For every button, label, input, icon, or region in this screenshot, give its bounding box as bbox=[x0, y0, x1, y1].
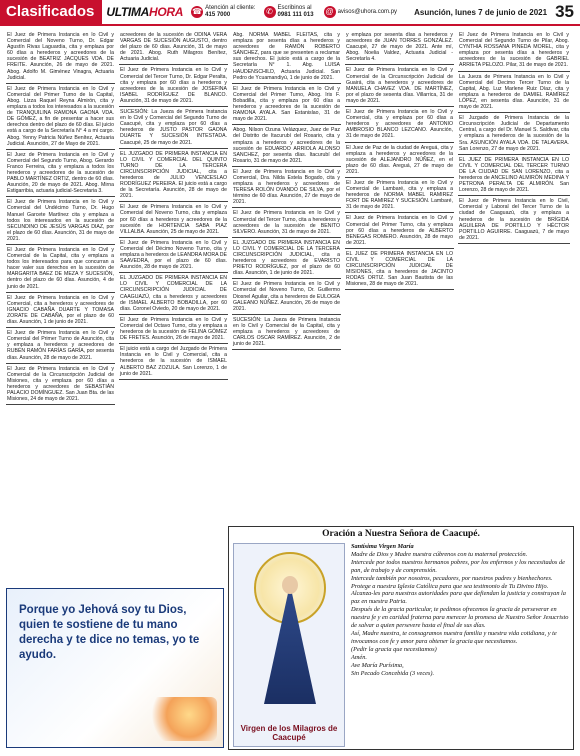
legal-notice: El juicio está a cargo del Juzgado de Primera Instancia en lo Civil y Comercial, cita a herederos de la sucesión de ISMAEL ALBERTO BAZ ZOZULA. San Lorenzo, 1 de junio de 2021. bbox=[119, 344, 228, 379]
legal-notice: El Juez de Primera Instancia en lo Civil y Comercial del Primer Turno de Asunción, cita y emplaza a herederos y acreedores de RUBÉN RAMÓN FARÍAS GARÍA, por sesenta días. Asunción, 28 de mayo de 2021. bbox=[6, 328, 115, 363]
legal-notice: El Juez de Primera Instancia en lo Civil y Comercial, cita y emplaza por 60 días a herederos y acreedores de ANTONIO AMBROSIO BLANCO LEZCANO. Asunción, 31 de mayo de 2021. bbox=[345, 107, 454, 142]
whatsapp-contact: ✆ Escribinos al 0981 111 013 bbox=[264, 5, 314, 19]
prayer-line: Intercede también por nosotros, pecadores, por nuestros padres y bienhechores. bbox=[351, 574, 553, 582]
prayer-line: (Pedir la gracia que necesitamos) bbox=[351, 645, 437, 653]
bible-verse-ad bbox=[6, 588, 224, 748]
legal-notice: El Juez de Primera Instancia en lo Civil y Comercial del Noveno Turno, cita y emplaza por 60 días a herederos y acreedores de la sucesión de HORTENCIA SABA PIAZ VILLALBA. Asunción, 25 de mayo de 2021. bbox=[119, 202, 228, 237]
legal-notice: SUCESIÓN: La Jueza de Primera Instancia en lo Civil y Comercial del Segundo Turno de Caacupé, cita y emplaza por 60 días a herederos de JUSTO PASTOR GAONA DUARTE Y SUCESIÓN INTESTADA. Caacupé, 25 de mayo de 2021. bbox=[119, 107, 228, 149]
legal-notice: El Juez de Primera Instancia en lo Civil y Comercial, Dra. Nilda Estela Bogado, cita y emplaza a herederos y acreedores de TERESA ROLÓN OVANDO DE SILVA, por el término de 60 días. Asunción, 27 de mayo de 2021. bbox=[232, 167, 341, 209]
whatsapp-icon: ✆ bbox=[264, 6, 276, 18]
legal-notice: El Juez de Primera Instancia en lo Civil, Comercial y Laboral del Tercer Turno de la ciudad de Caaguazú, cita y emplaza a herederos de la sucesión de BRÍGIDA AGUILERA DE PORTILLO Y HÉCTOR PORTILLO AGUIRRE. Caaguazú, 7 de mayo de 2021. bbox=[458, 196, 570, 244]
legal-notice: El Juez de Paz de la ciudad de Areguá, cita y emplaza a herederos y acreedores de la sucesión de ALEJANDRO NÚÑEZ, en el plazo de 60 días. Areguá, 27 de mayo de 2021. bbox=[345, 143, 454, 178]
legal-notice: El Juez de Primera Instancia en lo Civil y Comercial del Noveno Turno, Dr. Guillermo Diosnel Aguilar, cita a herederos de EULOGIA GALEANO NÚÑEZ. Asunción, 26 de mayo de 2021. bbox=[232, 279, 341, 314]
section-title: Clasificados bbox=[0, 0, 102, 24]
legal-notice: EL JUEZ DE PRIMERA INSTANCIA EN LO CIVIL Y COMERCIAL DE LA CIRCUNSCRIPCIÓN JUDICIAL DE MISIONES, cita a herederos de JACINTO RODAS ORTIZ. San Juan Bautista de las Misiones, 28 de mayo de 2021. bbox=[345, 249, 454, 291]
page-header bbox=[0, 0, 580, 26]
face-shape bbox=[282, 576, 298, 594]
legal-notice: Abg. NORMA MABEL FLEITAS, cita y emplaza por sesenta días a herederos y acreedores de RAMÓN ROBERTO SÁNCHEZ, para que se presenten a reclamar sus derechos. El juicio está a cargo de la Secretaría N° 1. Abg. LUISA HAUDENSCHILD, Actuaria Judicial. San Pedro de Ycuamandiyú, 1 de junio de 2021. bbox=[232, 30, 341, 84]
prayer-line: Santísima Virgen María bbox=[351, 543, 414, 550]
notices-column-4 bbox=[345, 30, 454, 524]
prayer-line: Amén. bbox=[351, 653, 367, 661]
legal-notice: El Juez de Primera Instancia en lo Civil y Comercial del Noveno Turno, Dr. Edgar Agustín Rivas Laguardia, cita y emplaza por 60 días a herederos y acreedores de la sucesión de BEATRIZ JACQUES VDA. DE FREITE. Asunción, 26 de mayo de 2021. Abog. Adolfo M. Giménez Vinagra, Actuaria Judicial. bbox=[6, 30, 115, 84]
legal-notice: El Juez de Primera Instancia en lo Civil y Comercial del Primer Turno de la Capital, Abog. Lizza Raquel Reyna Almirón, cita y emplaza a todos los interesados a la sucesión de TRANQUILINA RAMONA GAONA VDA. DE GÓMEZ, a fin de presentar a hacer sus derechos dentro del plazo de 60 días. El juicio está a cargo de la Secretaría N° 4 a mi cargo. Abog. Yenny Patricia Núñez Benítez, Actuaria Judicial. Asunción, 27 de Mayo de 2021. bbox=[6, 84, 115, 150]
legal-notice: SUCESIÓN: La Jueza de Primera Instancia en lo Civil y Comercial de la Capital, cita y emplaza a herederos y acreedores de CARLOS OSCAR RAMÍREZ. Asunción, 2 de junio de 2021. bbox=[232, 315, 341, 350]
legal-notice: El Juez de Primera Instancia en lo Civil y Comercial del Décimo Noveno Turno, cita y emplaza a herederos de LEANDRA MORA DE SAAVEDRA, por el plazo de 60 días. Asunción, 28 de mayo de 2021. bbox=[119, 238, 228, 273]
page-number: 35 bbox=[555, 2, 574, 21]
legal-notice: El Juez de Primera Instancia en lo Civil y Comercial del Segundo Turno, Abog. Gerardo Franco Ferreira, cita y emplaza a todos los herederos y acreedores de la sucesión de PABLO MARTÍNEZ ORTIZ, dentro de 60 días. Asunción, 20 de mayo de 2021. Abog. Mirna Estigarribia, actuaria judicial-Secretaria 3. bbox=[6, 150, 115, 198]
notices-column-2 bbox=[119, 30, 228, 524]
prayer-line: Madre de Dios y Madre nuestra cúbrenos con tu maternal protección. bbox=[351, 550, 528, 558]
prayer-line: Ave María Purísima, bbox=[351, 661, 404, 669]
legal-notice: El Juez de Primera Instancia en lo Civil y Comercial de la Circunscripción Judicial de Guairá, cita a herederos y acreedores de MANUELA CHAVEZ VDA. DE MARTÍNEZ, por el plazo de sesenta días. Villarrica, 31 de mayo de 2021. bbox=[345, 65, 454, 107]
prayer-text bbox=[351, 543, 569, 677]
legal-notice: El Juez de Primera Instancia en lo Civil y Comercial del Octavo Turno, cita y emplaza a herederos de la sucesión de FELINA GÓMEZ DE FRETES. Asunción, 26 de mayo de 2021. bbox=[119, 315, 228, 344]
notices-column-1 bbox=[6, 30, 115, 586]
prayer-line: Después de la gracia particular, te pedimos ofrecemos la gracia de perseverar en nuestra fe y en caridad fraterna para merecer la promesa de Nuestro Señor Jesucristo de salvar a quien persevere hasta el final de sus días. bbox=[351, 606, 569, 630]
prayer-line: Intercede por todos nuestros hermanos pobres, por los enfermos y los necesitados de pan, de trabajo y de comprensión. bbox=[351, 558, 565, 574]
email-icon: @ bbox=[325, 7, 334, 16]
virgin-image bbox=[233, 543, 345, 747]
sunset-image bbox=[147, 697, 217, 741]
prayer-line: Alcanza-les para nuestras autoridades para que defiendan la justicia y construyan la paz en nuestra Patria. bbox=[351, 590, 566, 606]
customer-service: ☎ Atención al cliente: 415 7000 bbox=[192, 5, 256, 18]
legal-notice: Abog. Nilson Ozuna Velázquez, Juez de Paz del Distrito de Itacurubí del Rosario, cita y emplaza a herederos y acreedores de la sucesión de EDUARDO ARRIOLA ALONSO SANCHEZ, por sesenta días. Itacurubí del Rosario, 31 de mayo de 2021. bbox=[232, 125, 341, 167]
legal-notice: El Juzgado de Primera Instancia de la Circunscripción Judicial de Departamento Central, a cargo del Dr. Manuel S. Saldivar, cita y emplaza a herederos de la sucesión de la Sra. ASUNCIÓN AYALA VDA. DE TALAVERA. San Lorenzo, 27 de mayo de 2021. bbox=[458, 113, 570, 155]
legal-notice: El Juez de Primera Instancia en lo Civil y Comercial de la Capital, cita y emplaza a todos los interesados para que concurran a hacer valer sus derechos en la sucesión de MARGARITA BAEZ DE MEZA Y SUCESIÓN, dentro del plazo de 60 días. Asunción, 4 de junio de 2021. bbox=[6, 245, 115, 293]
legal-notice: EL JUZGADO DE PRIMERA INSTANCIA EN LO CIVIL Y COMERCIAL DEL QUINTO TURNO DE LA TERCERA CIRCUNSCRIPCIÓN JUDICIAL, cita a herederos de JULIO VENCESLAO RODRÍGUEZ PEREIRA. El juicio está a cargo de la Secretaría. Asunción, 28 de mayo de 2021. bbox=[119, 149, 228, 203]
newspaper-logo: ULTIMAHORA bbox=[106, 5, 184, 19]
legal-notice: El Juez de Primera Instancia en lo Civil y Comercial del Segundo Turno de Pilar, Abog. CYNTHIA ROSSANA PINEDA MOREL, cita y emplaza por sesenta días a herederos y acreedores de la sucesión de GABRIEL ARRIETA PELOZO. Pilar, 31 de mayo de 2021. bbox=[458, 30, 570, 72]
legal-notice: EL JUZGADO DE PRIMERA INSTANCIA EN LO CIVIL Y COMERCIAL DE LA TERCERA CIRCUNSCRIPCIÓN JUDICIAL, cita a herederos y acreedores de EVARISTO PRIETO RODRÍGUEZ, por el plazo de 60 días. Asunción, 1 de junio de 2021. bbox=[232, 238, 341, 280]
legal-notice: El Juez de Primera Instancia en lo Civil y Comercial, cita a herederos y acreedores de IGNACIO CABAÑA DUARTE Y TOMASA ZORATE DE CABAÑA, por el plazo de 60 días. Asunción, 1 de junio de 2021. bbox=[6, 293, 115, 328]
legal-notice: y emplaza por sesenta días a herederos y acreedores de JUAN TORRES GONZÁLEZ. Caacupé, 27 de mayo de 2021. Ante mí, Abog. Noelia Valdez, Actuaria Judicial - Secretaría 4. bbox=[345, 30, 454, 65]
legal-notice: EL JUZGADO DE PRIMERA INSTANCIA EN LO CIVIL Y COMERCIAL DE LA CIRCUNSCRIPCIÓN JUDICIAL DE CAAGUAZÚ, cita a herederos y acreedores de ISMAEL ALBERTO BOBADILLA, por 60 días. Coronel Oviedo, 20 de mayo de 2021. bbox=[119, 273, 228, 315]
legal-notice: El Juez de Primera Instancia en lo Civil y Comercial del Primer Turno, cita y emplaza por 60 días a herederos de ALBERTO BENEGAS ROMERO. Asunción, 28 de mayo de 2021. bbox=[345, 213, 454, 248]
legal-notice: El Juez de Primera Instancia en lo Civil y Comercial del Undécimo Turno, Dr. Hugo Manuel Garcete Martínez cita y emplaza a todos los interesados en la sucesión de SECUNDINO DE JESÚS VARGAS DIAZ, por el plazo de 60 días. Asunción, 31 de mayo de 2021. bbox=[6, 197, 115, 245]
legal-notice: La Jueza de Primera Instancia en lo Civil y Comercial del Decimo Tercer Turno de la Capital, Abg. Luz Marlene Ruiz Díaz, cita y emplaza a herederos de DAMIEL RAMÍREZ LÓPEZ, en sesenta días. Asunción, 31 de mayo de 2021. bbox=[458, 72, 570, 114]
prayer-title: Oración a Nuestra Señora de Caacupé. bbox=[322, 529, 480, 539]
prayer-line: Sin Pecado Concebida (3 veces). bbox=[351, 669, 435, 677]
notices-column-5 bbox=[458, 30, 570, 524]
bible-verse: Porque yo Jehová soy tu Dios, quien te sostiene de tu mano derecha y te dice no temas, yo te ayudo. bbox=[19, 604, 200, 661]
issue-date: Asunción, lunes 7 de junio de 2021 bbox=[414, 7, 548, 17]
legal-notice: El Juez de Primera Instancia en lo Civil y Comercial de Lambaré, cita y emplaza a herederos de NORMA MABEL RAMIREZ FORT DE RAMIREZ Y SUCESIÓN. Lambaré, 31 de mayo de 2021. bbox=[345, 178, 454, 213]
phone-icon: ☎ bbox=[192, 7, 203, 16]
legal-notice: El Juez de Primera Instancia en lo Civil y Comercial del Primer Turno, Abog. Iris F. Bobadilla, cita y emplaza por 60 días a herederos y acreedores de la sucesión de RAMONA AYALA. San Estanislao, 31 de mayo de 2021. bbox=[232, 84, 341, 126]
legal-notice: El Juez de Primera Instancia en lo Civil y Comercial del Tercer Turno, Dr. Edgar Peralta, cita y emplaza por 60 días a herederos y acreedores de la sucesión de JOSEFINA ISABEL RODRÍGUEZ DE BLANCO. Asunción, 31 de mayo de 2021. bbox=[119, 65, 228, 107]
prayer-line: Así, Madre nuestra, te consagramos nuestra familia y nuestra vida cotidiana, y te invocamos con fe y amor para obtener la gracia que necesitamos. bbox=[351, 629, 557, 645]
prayer-block bbox=[228, 526, 574, 750]
legal-notice: El Juez de Primera Instancia en lo Civil y Comercial del Tercer Turno, cita a herederos y acreedores de la sucesión de BENITO SILVERO. Asunción, 31 de mayo de 2021. bbox=[232, 208, 341, 237]
legal-notice: acreedores de la sucesión de ODINA VERA VARGAS DE SUCESIÓN AUGUSTO, dentro del plazo de 60 días. Asunción, 31 de mayo de 2021. Abog. Ruth Milagros Benítez, Actuaria Judicial. bbox=[119, 30, 228, 65]
prayer-line: Protege a nuestra Iglesia Católica para que sea testimonio de Tu Divino Hijo. bbox=[351, 582, 549, 590]
email-contact: @ avisos@uhora.com.py bbox=[325, 7, 398, 16]
notices-column-3 bbox=[232, 30, 341, 524]
legal-notice: EL JUEZ DE PRIMERA INSTANCIA EN LO CIVIL Y COMERCIAL DEL TERCER TURNO DE LA CIUDAD DE SAN LORENZO, cita a herederos de ANCELINO ALMIRÓN MEDINA Y PETRONA PERALTA DE ALMIRÓN. San Lorenzo, 28 de mayo de 2021. bbox=[458, 155, 570, 197]
image-caption: Virgen de los Milagros de Caacupé bbox=[240, 724, 338, 742]
legal-notice: El Juez de Primera Instancia en lo Civil y Comercial de la Circunscripción Judicial de Misiones, cita y emplaza por 60 días a herederos y acreedores de SEBASTIÁN PALACIO DOMÍNGUEZ. San Juan Bta. de las Misiones, 24 de mayo de 2021. bbox=[6, 364, 115, 406]
